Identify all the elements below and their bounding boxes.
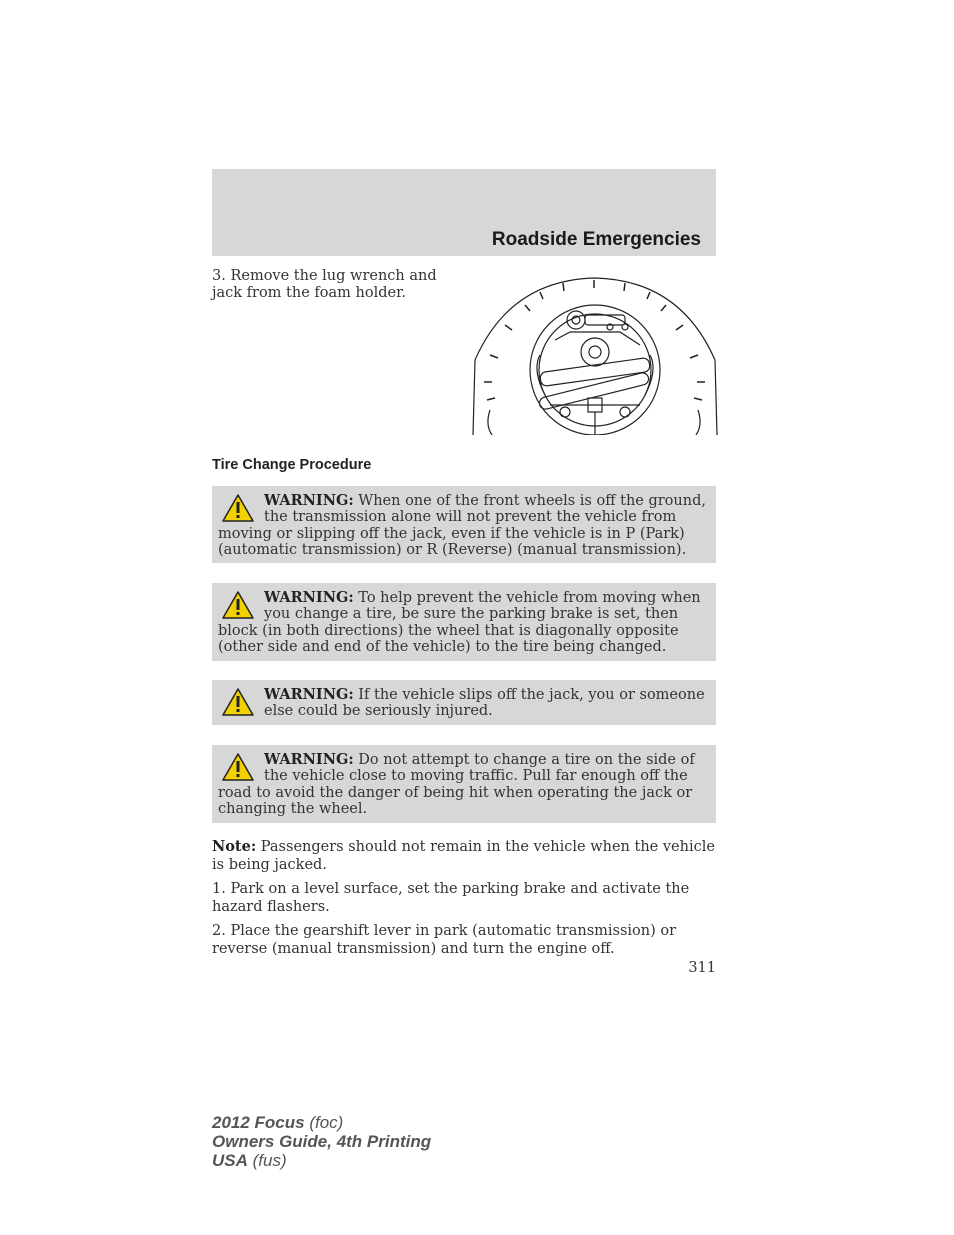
footer-line-3: USA (fus): [212, 1151, 287, 1170]
section-header-band: [212, 169, 716, 256]
warning-text: To help prevent the vehicle from moving when you change a tire, be sure the parking brake is set, then block (in both directions) the wheel that is diagonally opposite (other side and end of the vehicle) to the tire being changed.: [218, 590, 701, 656]
warning-box: [212, 680, 716, 725]
warning-triangle-icon: [221, 752, 255, 782]
page-number: 311: [688, 960, 716, 976]
step-2-text: 2. Place the gearshift lever in park (automatic transmission) or reverse (manual transmission) and turn the engine off.: [212, 923, 677, 957]
note-text: Passengers should not remain in the vehicle when the vehicle is being jacked.: [212, 839, 715, 873]
note-paragraph: [212, 838, 716, 874]
warning-box: [212, 583, 716, 661]
warning-text: Do not attempt to change a tire on the side of the vehicle close to moving traffic. Pull far enough off the road to avoid the danger of being hit when operating the jack or changing the wheel.: [218, 752, 695, 818]
spare-tire-jack-illustration: [470, 270, 720, 435]
warning-label: WARNING:: [264, 589, 354, 606]
document-footer: [212, 1113, 431, 1170]
warning-box: [212, 486, 716, 563]
warning-box: [212, 745, 716, 823]
step-3-text: 3. Remove the lug wrench and jack from the foam holder.: [212, 268, 437, 301]
warning-label: WARNING:: [264, 751, 354, 768]
section-heading: Tire Change Procedure: [212, 457, 372, 473]
warning-triangle-icon: [221, 590, 255, 620]
footer-line-1: 2012 Focus (foc): [212, 1113, 344, 1132]
warning-label: WARNING:: [264, 686, 354, 703]
warning-triangle-icon: [221, 493, 255, 523]
step-1-text: 1. Park on a level surface, set the parking brake and activate the hazard flashers.: [212, 881, 690, 915]
section-title: Roadside Emergencies: [491, 229, 701, 250]
warning-label: WARNING:: [264, 492, 354, 509]
footer-line-2: Owners Guide, 4th Printing: [212, 1132, 432, 1151]
warning-text: If the vehicle slips off the jack, you or someone else could be seriously injured.: [264, 687, 705, 720]
warning-text: When one of the front wheels is off the ground, the transmission alone will not prevent the vehicle from moving or slipping off the jack, even if the vehicle is in P (Park) (automatic transmission) or R (Reverse) (manual transmission).: [218, 493, 706, 559]
note-label: Note:: [212, 838, 257, 855]
warning-triangle-icon: [221, 687, 255, 717]
